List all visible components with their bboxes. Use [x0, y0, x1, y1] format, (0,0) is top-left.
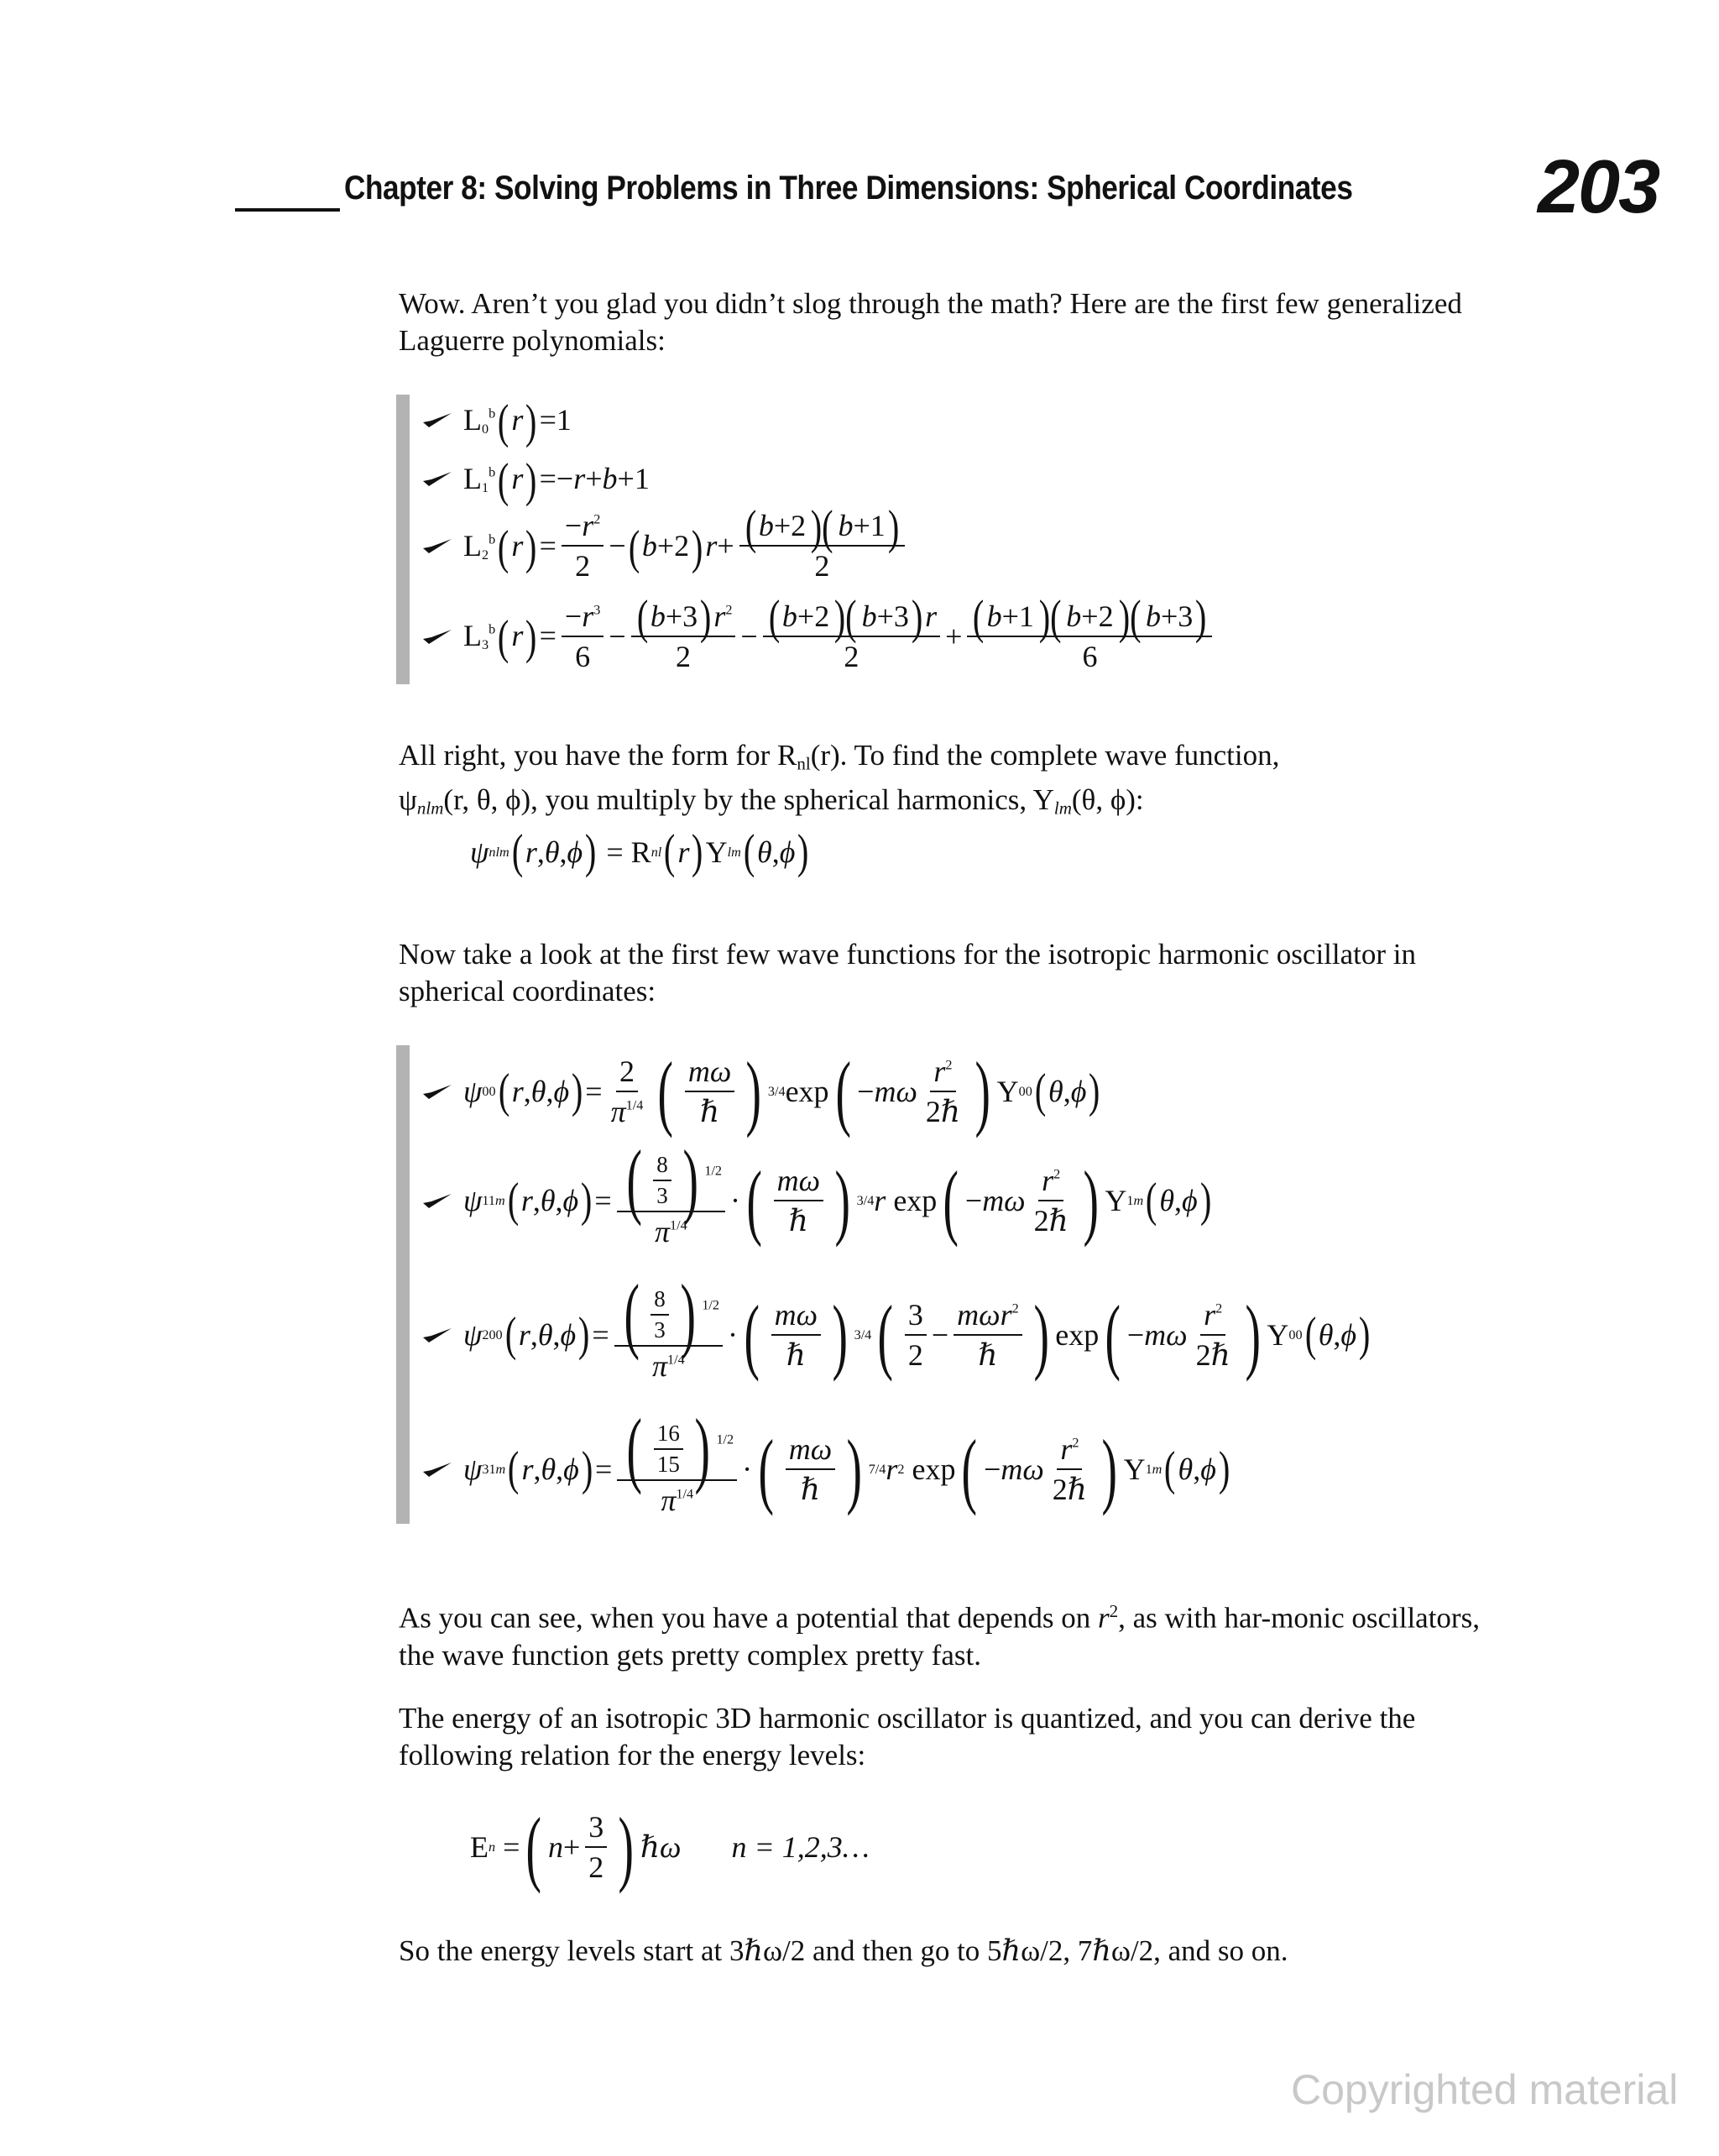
wave-function-psi31m: ψ 31m ( r , θ , ϕ ) = ( $\frac{16}{15}$ ) $^{1/2}$ $\pi^{1/4}$ · ( $\frac{m\omega}{\text{ℏ}}$ ) 7/4 r 2 exp ( − mω $\frac{r^2}{\text{2ℏ}}$ ) Y 1m ( θ , ϕ ): [421, 1406, 1232, 1532]
check-mark-icon: [421, 1082, 453, 1101]
wave-function-psi11m: ψ 11m ( r , θ , ϕ ) = ( $\frac{8}{3}$ ) $^{1/2}$ $\pi^{1/4}$ · ( $\frac{m\omega}{\text{ℏ}}$ ) 3/4 r exp ( − mω $\frac{r^2}{\text{2ℏ}}$ ) Y 1m ( θ , ϕ ): [421, 1138, 1214, 1264]
paragraph-wave-function: All right, you have the form for $R_{nl}(r)$. To find the complete wave function, $\psi_{nlm}(r$, θ, ϕ), you multiply by the spherical harmonics, $Y_{lm}(\theta$, ϕ):: [399, 739, 1280, 819]
check-mark-icon: [421, 1191, 453, 1210]
page-number: 203: [1538, 145, 1659, 229]
copyright-watermark: Copyrighted material: [1291, 2066, 1679, 2113]
paragraph-complexity: As you can see, when you have a potential that depends on $r^2$, as with har-monic oscillators, the wave function gets pretty complex pretty fast.: [399, 1601, 1480, 1672]
laguerre-list: [396, 395, 1336, 684]
wave-function-list: [396, 1045, 1378, 1524]
laguerre-l3: $L_3^b(r)=$ $\frac{-r^3}{6}$ − $\frac{(b+3)r^2}{2}$ − $\frac{(b+2)( b+3)r}{2}$ + $\frac{(b+1)( b+2)( b+3)}{6}$: [421, 596, 1217, 676]
check-mark-icon: [421, 627, 453, 646]
header-rule: [235, 208, 340, 212]
chapter-title: Chapter 8: Solving Problems in Three Dimensions: Spherical Coordinates: [344, 170, 1353, 207]
energy-condition: n = 1,2,3…: [731, 1830, 870, 1864]
equation-energy-levels: E n = ( n + $\frac{3}{2}$ ) ℏω n = 1,2,3…: [470, 1800, 870, 1894]
wave-function-psi00: ψ 00 ( r , θ , ϕ ) = $\frac{2}{\pi^{1/4}}$ ( $\frac{m\omega}{\text{ℏ}}$ ) 3/4 exp ( − mω $\frac{r^2}{\text{2ℏ}}$ ) Y 00 ( θ , ϕ ): [421, 1045, 1103, 1138]
paragraph-intro: Wow. Aren’t you glad you didn’t slog through the math? Here are the first few generalized Laguerre polynomials:: [399, 287, 1462, 357]
paragraph-oscillator: Now take a look at the first few wave functions for the isotropic harmonic oscillator in spherical coordinates:: [399, 938, 1417, 1007]
wave-function-psi20: ψ 200 ( r , θ , ϕ ) = ( $\frac{8}{3}$ ) $^{1/2}$ $\pi^{1/4}$ · ( $\frac{m\omega}{\text{ℏ}}$ ) 3/4 ( $\frac{3}{2}$ − $\frac{m\omega r^2}{\text{ℏ}}$ ) exp ( − mω $\frac{r^2}{\text{2ℏ}}$ ) Y 00 ( θ , ϕ ): [421, 1272, 1372, 1398]
equation-psi-product: ψ nlm ( r , θ , ϕ ) = R nl ( r ) Y lm ( θ , ϕ ): [470, 825, 809, 878]
check-mark-icon: [421, 1326, 453, 1344]
laguerre-l2: $L_2^b(r)=$ $\frac{-r^2}{2}$ −(b+2)r+ $\frac{(b+2)( b+1)}{2}$: [421, 508, 910, 583]
list-bar: [396, 395, 410, 684]
paragraph-energy-quantized: The energy of an isotropic 3D harmonic oscillator is quantized, and you can derive the following relation for the energy levels:: [399, 1702, 1416, 1771]
laguerre-l1: $L_1^b(r)=-r+b+1$: [421, 453, 650, 504]
laguerre-l0: $L_0^b(r)=1$: [421, 395, 572, 445]
list-bar: [396, 1045, 410, 1524]
paragraph-energy-start: So the energy levels start at 3ℏω/2 and then go to 5ℏω/2, 7ℏω/2, and so on.: [399, 1934, 1288, 1967]
check-mark-icon: [421, 1460, 453, 1478]
check-mark-icon: [421, 469, 453, 488]
check-mark-icon: [421, 411, 453, 429]
check-mark-icon: [421, 536, 453, 555]
